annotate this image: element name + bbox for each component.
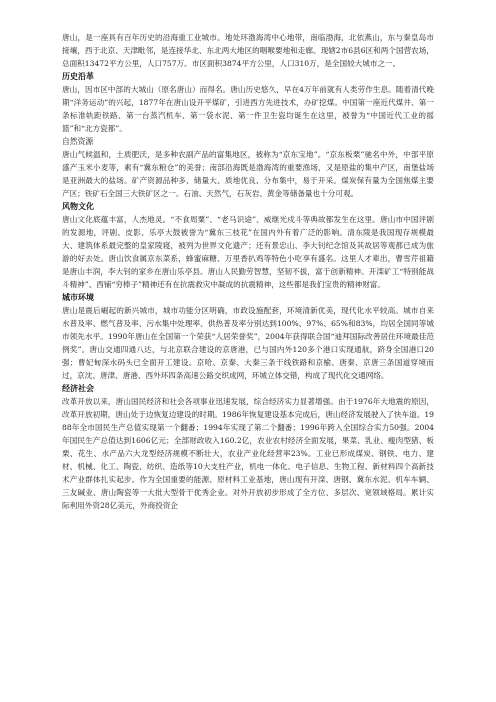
section-body-history: 唐山，因市区中部的大城山（原名唐山）而得名。唐山历史悠久，早在4万年前就有人类劳作生息。随着清代晚期“洋务运动”的兴起，1877年在唐山设开平煤矿，引进西方先进技术，办矿挖煤。中国第一座近代煤井、第一条标准轨距铁路、第一台蒸汽机车、第一袋水泥、第一件卫生瓷均诞生在这里，被誉为“中国近代工业的摇篮”和“北方瓷都”。 (62, 85, 434, 133)
section-heading-resources: 自然资源 (62, 137, 94, 146)
section-heading-economy: 经济社会 (62, 384, 94, 393)
section-heading-history: 历史沿革 (62, 72, 94, 81)
section-body-culture: 唐山文化底蕴丰富，人杰地灵。“不食周粟”、“老马识途”、威继光戍斗等典故都发生在这里。唐山市中国评剧的发源地，评剧、皮影、乐亭大鼓被誉为“冀东三枝花”在国内外有着广泛的影响。清东陵是我国现存规模最大、建筑体系最完整的皇家陵寝，被列为世界文化遗产；还有景忠山、李大钊纪念馆及其故居等观都已成为旅游的好去处。唐山饮食属京东菜系，蜂蜜麻糖、万里香扒鸡等特色小吃享有盛名。这里人才辈出，曹雪芹祖籍是唐山丰润，李大钊的家乡在唐山乐亭县。唐山人民勤劳智慧，坚韧不拔，富于创新精神。开滦矿工“特别能战斗精神”、西铺“穷棒子”精神还有在抗震救灾中凝成的抗震精神，这些都是我们宝贵的精神财富。 (62, 215, 434, 289)
section-body-economy: 改革开放以来，唐山国民经济和社会各项事业迅速发展，综合经济实力显著增强。由于1976年大地震的原因，改革开放初期，唐山处于边恢复边建设的时期。1986年恢复建设基本完成后，唐山经济发展驶入了快车道。1988年全市国民生产总值实现第一个翻番；1994年实现了第二个翻番；1996年跨入全国综合实力50强。2004年国民生产总值达到1606亿元；全部财政收入160.2亿，农业农村经济全面发展，果菜、乳业、瘦肉型猪、板栗、花生、水产品六大龙型经济规模不断壮大，农业产业化经营率23%。工业已形成煤炭、钢铁、电力、建材、机械、化工、陶瓷、纺织、造纸等10大支柱产业，机电一体化、电子信息、生物工程、新材料四个高新技术产业群体扎实起步。作为全国重要的能源、原材料工业基地，唐山现有开滦、唐钢、冀东水泥、机车车辆、三友碱业、唐山陶瓷等一大批大型骨干优秀企业。对外开放初步形成了全方位、多层次、宽领域格局。累计实际利用外资28亿美元，外商投资企 (62, 397, 434, 510)
section-body-resources: 唐山气候温和，土质肥沃，是多种农副产品的富集地区，被称为“京东宝地”。“京东板栗”驰名中外，中部平原盛产玉米小麦等，素有“冀东粮仓”的美誉；南部沿海既是渤海湾的重要渔场，又是原盐的集中产区，南堡盐场是亚洲最大的盐场。矿产资源品种多、储量大、质地优良、分布集中，易于开采。煤炭保有量为全国焦煤主要产区；铁矿石全国三大铁矿区之一。石油、天然气，石灰岩、黄金等储备量也十分可观。 (62, 150, 434, 198)
section-heading-culture: 风物文化 (62, 202, 94, 211)
section-heading-environment: 城市环境 (62, 293, 94, 302)
section-body-environment: 唐山是震后崛起的新兴城市，城市功能分区明确，市政设施配套，环境清新优美，现代化水平较高。城市自来水普及率、燃气普及率、污水集中处理率、供热普及率分别达到100%、97%、65%和83%，均居全国同等城市领先水平。1990年唐山在全国第一个荣获“人居荣誉奖”，2004年获得联合国“迪拜国际改善居住环境最佳范例奖”。唐山交通四通八达，与北京联合建设的京唐港，已与国内外120多个港口实现通航，跻身全国港口20强；曹妃甸深水码头已全面开工建设。京哈、京秦、大秦三条干线铁路和京榆、唐秦、京唐三条国道穿境而过，京沈、唐津、唐港、西外环四条高速公路交织成网，环城立体交错，构成了现代化交通网络。 (62, 306, 434, 380)
intro-paragraph: 唐山，是一座具有百年历史的沿海重工业城市。地处环渤海湾中心地带，南临渤海，北依燕山，东与秦皇岛市接壤，西于北京、天津毗邻，是连接华北、东北两大地区的咽喉要地和走廊。现辖2市6县6区和两个国营农场，总面积13472平方公里，人口757万。市区面积3874平方公里，人口310万，是全国较大城市之一。 (62, 33, 434, 68)
